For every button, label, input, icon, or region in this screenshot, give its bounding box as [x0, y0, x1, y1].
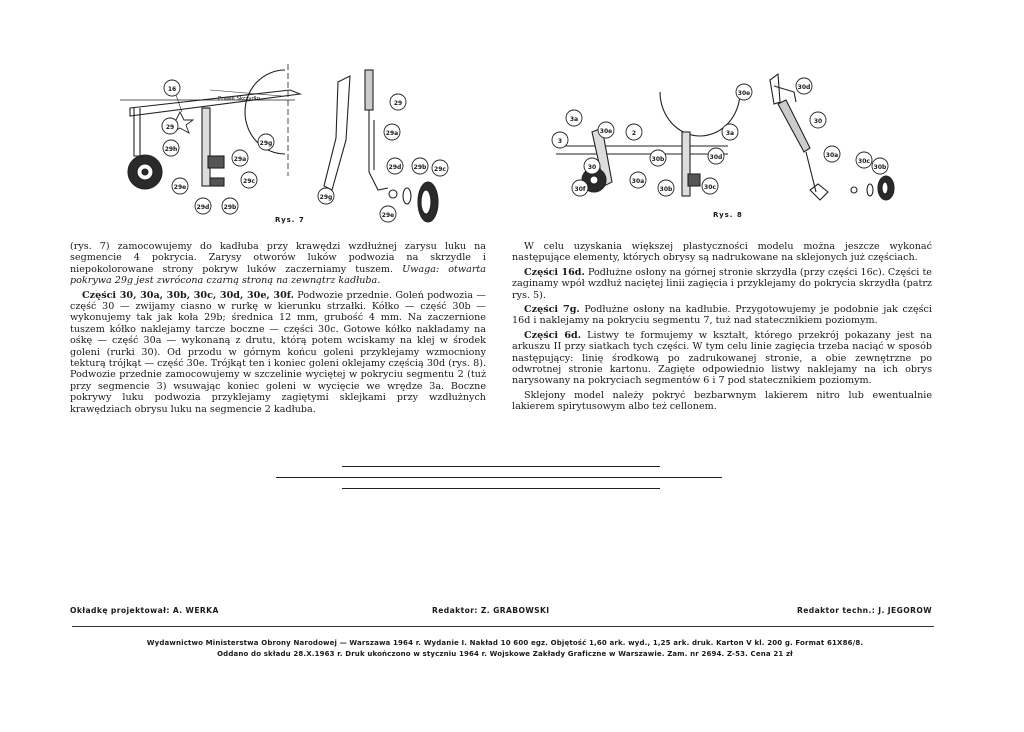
- label-29c-right: 29c: [434, 166, 446, 173]
- technical-editor: Redaktor techn.: J. JEGOROW: [796, 606, 932, 615]
- right-paragraph-3: [512, 304, 932, 327]
- left-text-column: [70, 241, 486, 418]
- right-p3-heading: Części 7g.: [524, 304, 580, 316]
- left-p1-note-label: Uwaga:: [402, 263, 440, 275]
- right-p2-heading: Części 16d.: [524, 266, 585, 278]
- label-29b-right: 29b: [413, 164, 427, 171]
- label-29e-right: 29e: [381, 212, 395, 219]
- label-29g-door: 29g: [319, 194, 333, 201]
- divider-line-2: [276, 477, 722, 478]
- right-paragraph-5: Sklejony model należy pokryć bezbarwnym lakierem nitro lub ewentualnie lakierem spirytusowym albo też cellonem.: [512, 389, 932, 413]
- divider-line-1: [342, 466, 660, 467]
- label-3a: 3a: [569, 116, 579, 123]
- right-paragraph-2: [512, 267, 932, 301]
- wing-label: Prawe Skrzydło: [218, 96, 260, 102]
- figure-7-caption: Rys. 7: [275, 216, 305, 224]
- label-30e-top: 30e: [737, 90, 751, 97]
- label-30f: 30f: [574, 186, 586, 193]
- label-30b-right: 30b: [873, 164, 887, 171]
- imprint-line-1: Wydawnictwo Ministerstwa Obrony Narodowej — Warszawa 1964 r. Wydanie I. Nakład 10 600 egz. Objętość 1,60 ark. wyd., 1,25 ark. druk. Karton V kl. 200 g. Format 61X86/8.: [146, 639, 864, 647]
- label-30a-right: 30a: [825, 152, 839, 159]
- label-30b-lower: 30b: [659, 186, 673, 193]
- nose-gear-diagram: [548, 62, 908, 212]
- label-30c-right: 30c: [858, 158, 870, 165]
- publication-imprint: [72, 638, 938, 660]
- label-29h: 29h: [164, 146, 178, 153]
- label-30d: 30d: [709, 154, 723, 161]
- label-30e: 30e: [599, 128, 613, 135]
- imprint-separator: [72, 626, 934, 627]
- right-paragraph-1: W celu uzyskania większej plastyczności modelu można jeszcze wykonać następujące elementy, których obrysy są nadrukowane na sklejonych już częściach.: [512, 241, 932, 264]
- label-29d-right: 29d: [388, 164, 402, 171]
- label-30-right: 30: [813, 118, 823, 125]
- label-29d: 29d: [196, 204, 210, 211]
- label-30c: 30c: [704, 184, 716, 191]
- right-p3-text: Podłużne osłony na kadłubie. Przygotowujemy je podobnie jak części 16d i naklejamy na pokryciu segmentu 7, tuż nad statecznikiem poziomym.: [512, 304, 933, 327]
- editor: Redaktor: Z. GRABOWSKI: [432, 606, 550, 615]
- figure-8: [548, 62, 908, 212]
- figure-8-caption: Rys. 8: [713, 211, 743, 219]
- imprint-line-2: Oddano do składu 28.X.1963 r. Druk ukończono w styczniu 1964 r. Wojskowe Zakłady Graficzne w Warszawie. Zam. nr 2694. Z-53. Cena 21 zł: [217, 650, 793, 658]
- label-29: 29: [165, 124, 175, 131]
- label-29-rod: 29: [393, 100, 403, 107]
- divider-line-3: [342, 488, 660, 489]
- figure-7: [110, 60, 470, 228]
- label-29a: 29a: [233, 156, 247, 163]
- left-p1-text: (rys. 7) zamocowujemy do kadłuba przy krawędzi wzdłużnej zarysu luku na segmencie 4 pokrycia. Zarysy otworów luków podwozia na skrzydle i niepokolorowane strony pokryw luków zaczerniamy tuszem.: [70, 241, 486, 275]
- label-29g: 29g: [259, 140, 273, 147]
- label-3a-right: 3a: [725, 130, 735, 137]
- label-30d-top: 30d: [797, 84, 811, 91]
- label-29c: 29c: [243, 178, 255, 185]
- label-29e: 29e: [173, 184, 187, 191]
- label-30: 30: [587, 164, 597, 171]
- label-16: 16: [167, 86, 177, 93]
- left-p2-text: Podwozie przednie. Goleń podwozia — część 30 — zwijamy ciasno w rurkę w kierunku strzałki. Kółko — część 30b — wykonujemy tak jak koła 29b; średnica 12 mm, grubość 4 mm. Na zaczernione tuszem kółko naklejamy tarcze boczne — części 30c. Gotowe kółko nakładamy na ośkę — część 30a — wykonaną z drutu, którą potem wciskamy na klej w środek goleni (rurki 30). Od przodu w górnym końcu goleni przyklejamy wzmocniony tekturą trójkąt — część 30e. Trójkąt ten i koniec goleni oklejamy częścią 30d (rys. 8). Podwozie przednie zamocowujemy w szczelinie wyciętej w pokryciu segmentu 2 (tuż przy segmencie 3) wsuwając koniec goleni w wycięcie we wrędze 3a. Boczne pokrywy luku podwozia przyklejamy zagiętymi sklejkami przy wzdłużnych krawędziach obrysu luku na segmencie 2 kadłuba.: [70, 289, 486, 415]
- label-29b: 29b: [223, 204, 237, 211]
- right-p2-text: Podłużne osłony na górnej stronie skrzydła (przy części 16c). Części te zaginamy wpół wzdłuż naciętej linii zagięcia i przyklejamy do pokrycia skrzydła (patrz rys. 5).: [512, 266, 932, 301]
- left-p1-note: otwarta pokrywa 29g jest zwrócona czarną stroną na zewnątrz kadłuba.: [70, 263, 486, 287]
- left-p2-heading: Części 30, 30a, 30b, 30c, 30d, 30e, 30f.: [82, 289, 294, 301]
- label-3: 3: [557, 138, 563, 145]
- label-29a-rod: 29a: [385, 130, 399, 137]
- label-30a: 30a: [631, 178, 645, 185]
- left-paragraph-1: [70, 241, 486, 287]
- label-30b: 30b: [651, 156, 665, 163]
- landing-gear-diagram: [110, 60, 470, 228]
- label-2: 2: [631, 130, 637, 137]
- right-p4-heading: Części 6d.: [524, 329, 582, 341]
- right-paragraph-4: [512, 330, 932, 387]
- left-paragraph-2: [70, 290, 486, 415]
- right-text-column: [512, 241, 932, 416]
- cover-designer: Okładkę projektował: A. WERKA: [70, 606, 219, 615]
- right-p4-text: Listwy te formujemy w kształt, którego przekrój pokazany jest na arkuszu II przy siatkach tych części. W tym celu linie zagięcia trzeba naciąć w sposób następujący: linię środkową po zadrukowanej stronie, a obie zewnętrzne po odwrotnej stronie kartonu. Zagięte odpowiednio listwy naklejamy na ich obrys narysowany na pokryciach segmentów 6 i 7 pod statecznikiem poziomym.: [512, 329, 932, 387]
